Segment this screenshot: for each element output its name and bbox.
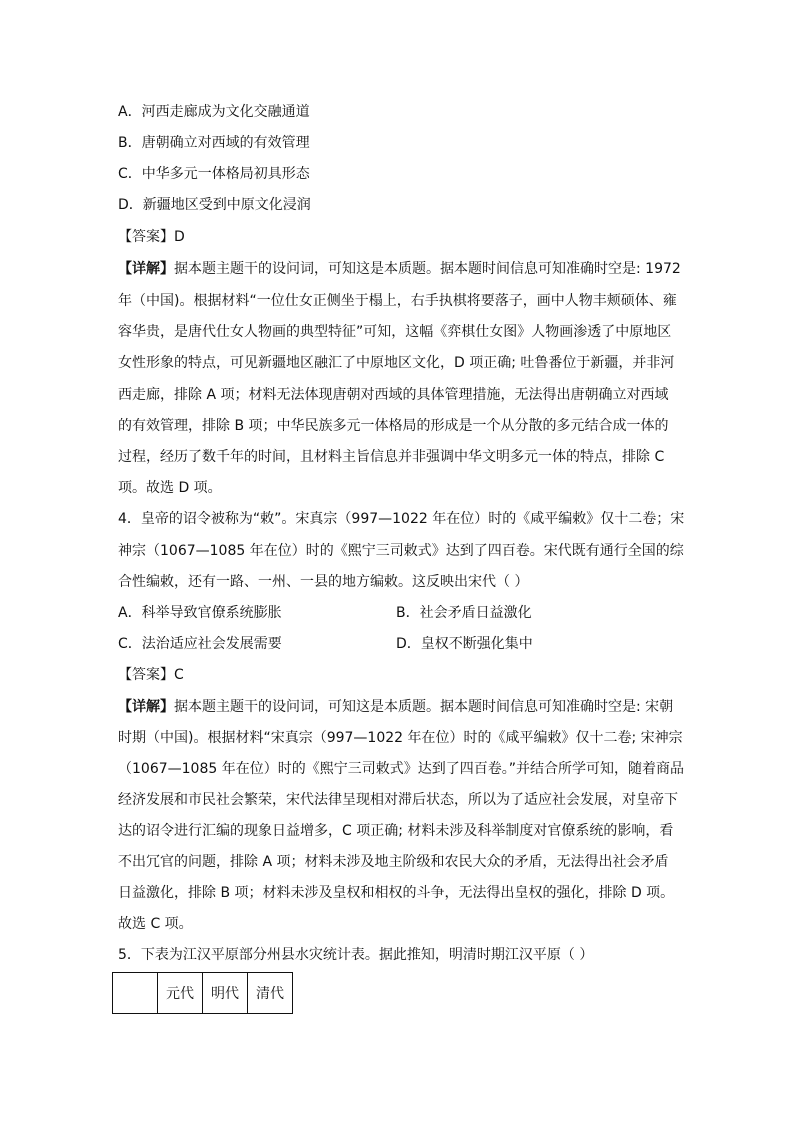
q3-explain-line-8: 项。故选 D 项。 <box>118 480 222 496</box>
q3-answer <box>118 228 185 246</box>
q4-stem-line-2: 神宗（1067—1085 年在位）时的《熙宁三司敕式》达到了四百卷。宋代既有通行全国的综 <box>118 543 684 559</box>
table-header-ming: 明代 <box>203 973 248 1014</box>
q3-option-b: B．唐朝确立对西域的有效管理 <box>118 135 310 151</box>
explain-tag: 【详解】 <box>118 261 174 277</box>
explain-text: 据本题主题干的设问词，可知这是本质题。据本题时间信息可知准确时空是: 1972 <box>174 261 681 277</box>
q3-option-d: D．新疆地区受到中原文化浸润 <box>118 197 311 213</box>
q3-explain-line-6: 的有效管理，排除 B 项；中华民族多元一体格局的形成是一个从分散的多元结合成一体的 <box>118 418 669 434</box>
table-header-blank <box>113 973 158 1014</box>
q4-explain-line-2: 时期（中国)。根据材料“宋真宗（997—1022 年在位）时的《咸平编敕》仅十二卷; 宋神宗 <box>118 730 683 746</box>
q3-explain-line-2: 年（中国)。根据材料“一位仕女正侧坐于榻上，右手执棋将要落子，画中人物丰颊硕体、雍 <box>118 293 677 309</box>
answer-tag: 【答案】 <box>118 229 174 245</box>
q3-option-a: A．河西走廊成为文化交融通道 <box>118 104 310 120</box>
q4-explain-line-4: 经济发展和市民社会繁荣，宋代法律呈现相对滞后状态，所以为了适应社会发展，对皇帝下 <box>118 792 678 808</box>
q4-answer <box>118 666 184 684</box>
q3-explain-line-4: 女性形象的特点，可见新疆地区融汇了中原地区文化，D 项正确; 吐鲁番位于新疆，并非河 <box>118 355 675 371</box>
explain-text: 据本题主题干的设问词，可知这是本质题。据本题时间信息可知准确时空是: 宋朝 <box>174 699 674 715</box>
q4-explain-line-5: 达的诏令进行汇编的现象日益增多，C 项正确; 材料未涉及科举制度对官僚系统的影响，看 <box>118 823 674 839</box>
q4-option-b: B．社会矛盾日益激化 <box>396 605 532 621</box>
q4-option-a: A．科举导致官僚系统膨胀 <box>118 605 282 621</box>
q4-explain-line-1 <box>118 698 673 716</box>
q4-stem-line-1: 4．皇帝的诏令被称为“敕”。宋真宗（997—1022 年在位）时的《咸平编敕》仅十二卷；宋 <box>118 511 685 527</box>
q3-explain-line-5: 西走廊，排除 A 项；材料无法体现唐朝对西域的具体管理措施，无法得出唐朝确立对西域 <box>118 387 669 403</box>
q4-explain-line-6: 不出冗官的问题，排除 A 项；材料未涉及地主阶级和农民大众的矛盾，无法得出社会矛盾 <box>118 854 669 870</box>
table-header-row <box>113 973 293 1014</box>
q3-explain-line-1 <box>118 260 681 278</box>
q4-explain-line-7: 日益激化，排除 B 项；材料未涉及皇权和相权的斗争，无法得出皇权的强化，排除 D 项。 <box>118 885 675 901</box>
q3-explain-line-7: 过程，经历了数千年的时间，且材料主旨信息并非强调中华文明多元一体的特点，排除 C <box>118 449 665 465</box>
flood-statistics-table <box>112 972 293 1014</box>
answer-value: C <box>174 667 184 683</box>
q3-explain-line-3: 容华贵，是唐代仕女人物画的典型特征”可知，这幅《弈棋仕女图》人物画渗透了中原地区 <box>118 324 672 340</box>
q4-option-c: C．法治适应社会发展需要 <box>118 636 282 652</box>
q4-explain-line-3: （1067—1085 年在位）时的《熙宁三司敕式》达到了四百卷。”并结合所学可知，随着商品 <box>118 761 684 777</box>
q3-option-c: C．中华多元一体格局初具形态 <box>118 166 310 182</box>
answer-tag: 【答案】 <box>118 667 174 683</box>
explain-tag: 【详解】 <box>118 699 174 715</box>
table-header-yuan: 元代 <box>158 973 203 1014</box>
q4-option-d: D．皇权不断强化集中 <box>396 636 533 652</box>
q4-explain-line-8: 故选 C 项。 <box>118 916 193 932</box>
answer-value: D <box>174 229 185 245</box>
table-header-qing: 清代 <box>248 973 293 1014</box>
q5-stem: 5．下表为江汉平原部分州县水灾统计表。据此推知，明清时期江汉平原（ ） <box>118 947 594 963</box>
q4-stem-line-3: 合性编敕，还有一路、一州、一县的地方编敕。这反映出宋代（ ） <box>118 574 529 590</box>
